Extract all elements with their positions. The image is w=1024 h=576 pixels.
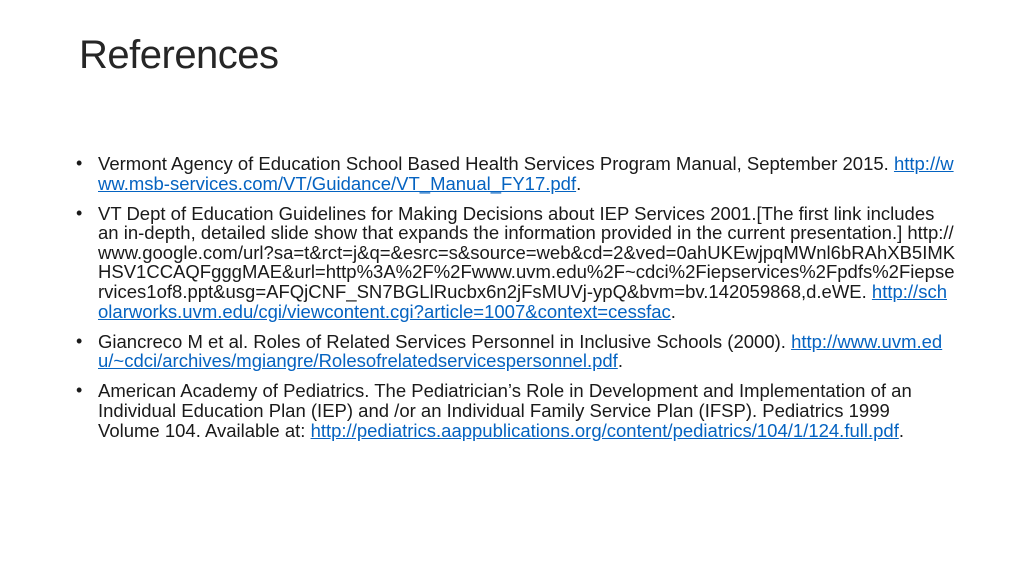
reference-link[interactable]: http://scholarworks.uvm.edu/cgi/viewcontent.cgi?article=1007&context=cessfac [98,281,947,322]
reference-end: . [617,350,623,372]
reference-end: . [670,300,676,322]
reference-text: VT Dept of Education Guidelines for Making Decisions about IEP Services 2001.[The first link includes an in-depth, detailed slide show that expands the information provided in the current presentation.] [98,202,935,244]
reference-end: . [576,172,582,194]
reference-item [76,332,956,371]
reference-end: . [898,419,904,441]
reference-item [76,204,956,322]
reference-link[interactable]: http://pediatrics.aappublications.org/content/pediatrics/104/1/124.full.pdf [310,419,899,441]
reference-item [76,154,956,193]
bullet-icon: • [76,380,83,401]
reference-text: Giancreco M et al. Roles of Related Services Personnel in Inclusive Schools (2000). [98,330,792,352]
reference-text: American Academy of Pediatrics. The Pediatrician’s Role in Development and Implementation of an Individual Education Plan (IEP) and /or an Individual Family Service Plan (IFSP). Pediatrics 1999 Volume 104. Available at: [98,380,912,441]
reference-link[interactable]: http://www.uvm.edu/~cdci/archives/mgiangre/Rolesofrelatedservicespersonnel.pdf [98,330,943,372]
bullet-icon: • [76,330,83,351]
slide-title: References [79,33,279,77]
reference-item [76,381,956,440]
bullet-icon: • [76,202,83,223]
reference-list [76,154,956,451]
reference-long-url: http://www.google.com/url?sa=t&rct=j&q=&esrc=s&source=web&cd=2&ved=0ahUKEwjpqMWnl6bRAhXB5IMKHSV1CCAQFgggMAE&url=http%3A%2F%2Fwww.uvm.edu%2F~cdci%2Fiepservices%2Fpdfs%2Fiepservices1of8.ppt&usg=AFQjCNF_SN7BGLlRucbx6n2jFsMUVj-ypQ&bvm=bv.142059868,d.eWE. [98,222,956,303]
reference-text: Vermont Agency of Education School Based Health Services Program Manual, September 2015. [98,153,894,174]
reference-link[interactable]: http://www.msb-services.com/VT/Guidance/VT_Manual_FY17.pdf [98,153,954,194]
bullet-icon: • [76,153,83,173]
